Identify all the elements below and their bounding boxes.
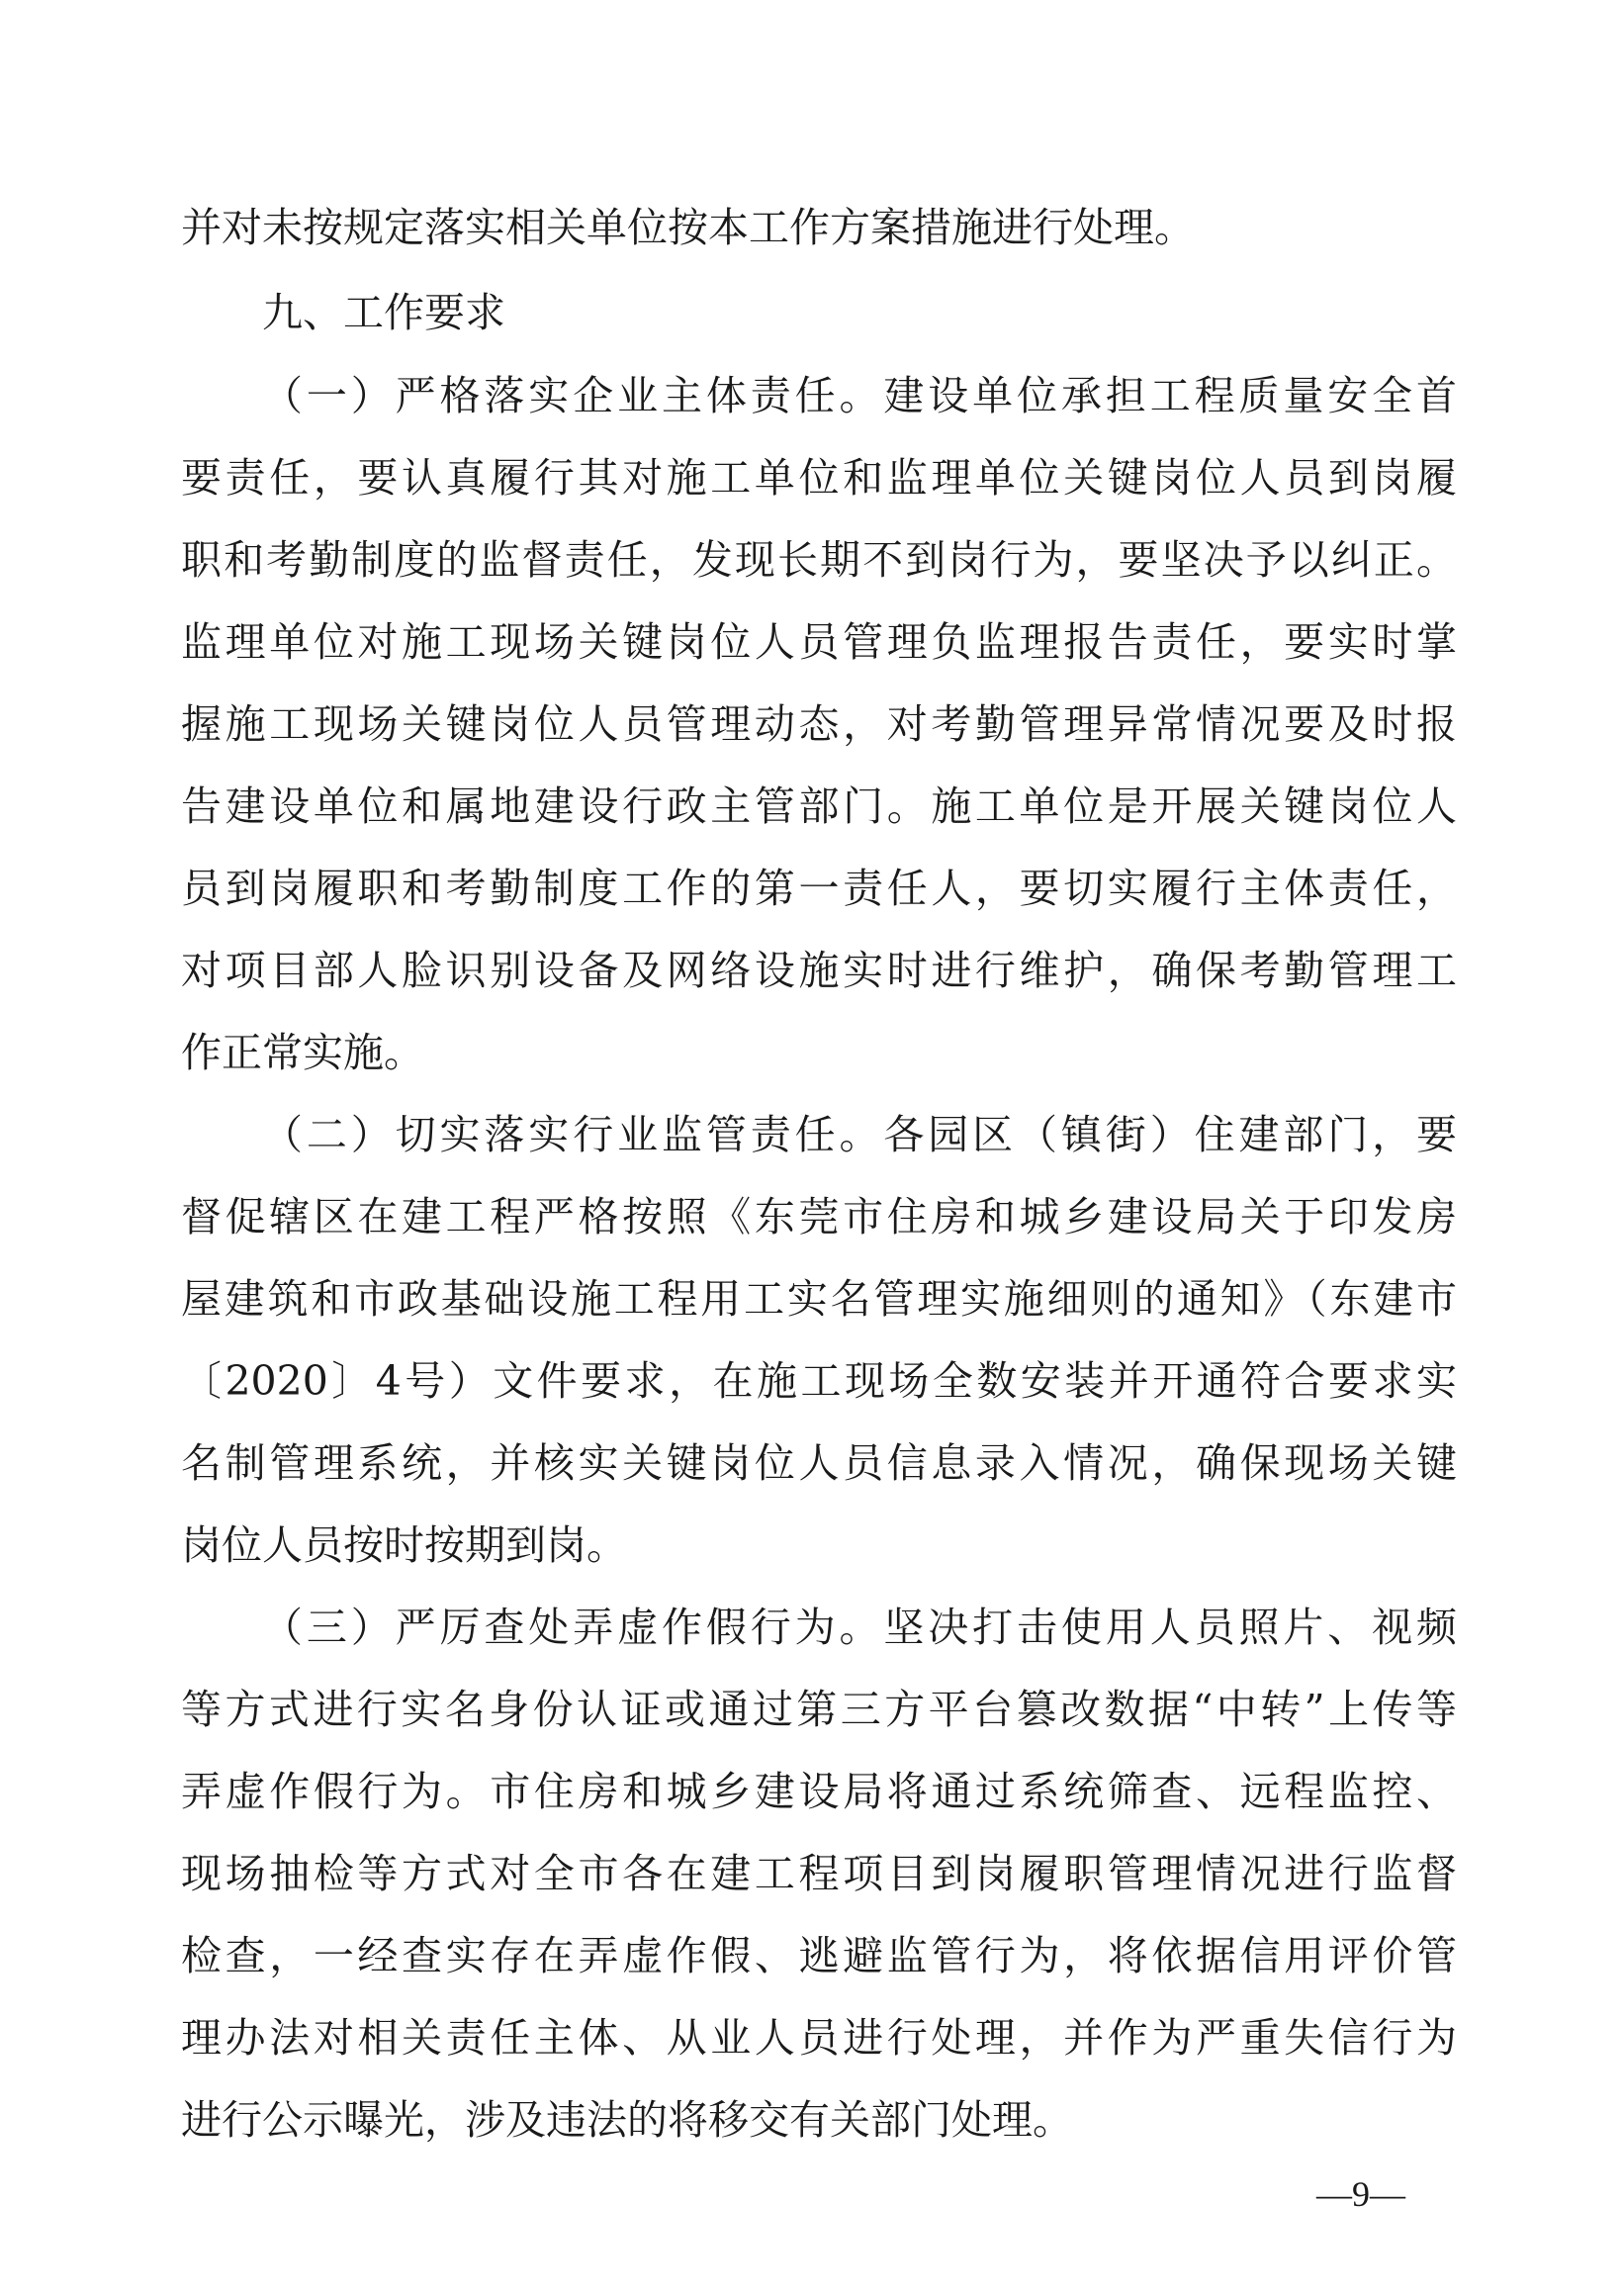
paragraph-line: 现场抽检等方式对全市各在建工程项目到岗履职管理情况进行监督 <box>181 1850 1457 1897</box>
paragraph-line: （一）严格落实企业主体责任。建设单位承担工程质量安全首 <box>262 372 1457 419</box>
paragraph-line: 告建设单位和属地建设行政主管部门。施工单位是开展关键岗位人 <box>181 782 1457 830</box>
paragraph-line: 握施工现场关键岗位人员管理动态，对考勤管理异常情况要及时报 <box>181 700 1457 748</box>
paragraph-line: 要责任，要认真履行其对施工单位和监理单位关键岗位人员到岗履 <box>181 454 1457 502</box>
paragraph-line: （三）严厉查处弄虚作假行为。坚决打击使用人员照片、视频 <box>262 1604 1457 1651</box>
paragraph-line: 岗位人员按时按期到岗。 <box>181 1521 627 1569</box>
paragraph-line: 监理单位对施工现场关键岗位人员管理负监理报告责任，要实时掌 <box>181 618 1457 666</box>
paragraph-line: 对项目部人脸识别设备及网络设施实时进行维护，确保考勤管理工 <box>181 947 1457 994</box>
paragraph-line: 等方式进行实名身份认证或通过第三方平台篡改数据“中转”上传等 <box>181 1686 1457 1733</box>
paragraph-line: 检查，一经查实存在弄虚作假、逃避监管行为，将依据信用评价管 <box>181 1932 1457 1979</box>
paragraph-line: （二）切实落实行业监管责任。各园区（镇街）住建部门，要 <box>262 1111 1457 1158</box>
paragraph-line: 职和考勤制度的监督责任，发现长期不到岗行为，要坚决予以纠正。 <box>181 536 1457 584</box>
paragraph-line: 名制管理系统，并核实关键岗位人员信息录入情况，确保现场关键 <box>181 1439 1457 1487</box>
paragraph-line: 督促辖区在建工程严格按照《东莞市住房和城乡建设局关于印发房 <box>181 1193 1457 1240</box>
paragraph-line: 〔2020〕4号）文件要求，在施工现场全数安装并开通符合要求实 <box>181 1357 1457 1405</box>
paragraph-line: 屋建筑和市政基础设施工程用工实名管理实施细则的通知》（东建市 <box>181 1275 1457 1323</box>
paragraph-line: 进行公示曝光，涉及违法的将移交有关部门处理。 <box>181 2096 1073 2144</box>
paragraph-line: 弄虚作假行为。市住房和城乡建设局将通过系统筛查、远程监控、 <box>181 1768 1457 1815</box>
paragraph-line: 理办法对相关责任主体、从业人员进行处理，并作为严重失信行为 <box>181 2014 1457 2062</box>
page-number: —9— <box>1316 2174 1405 2214</box>
section-heading: 九、工作要求 <box>262 289 505 336</box>
paragraph-line: 员到岗履职和考勤制度工作的第一责任人，要切实履行主体责任， <box>181 865 1457 912</box>
paragraph-line: 作正常实施。 <box>181 1029 424 1076</box>
paragraph-line: 并对未按规定落实相关单位按本工作方案措施进行处理。 <box>181 204 1195 251</box>
